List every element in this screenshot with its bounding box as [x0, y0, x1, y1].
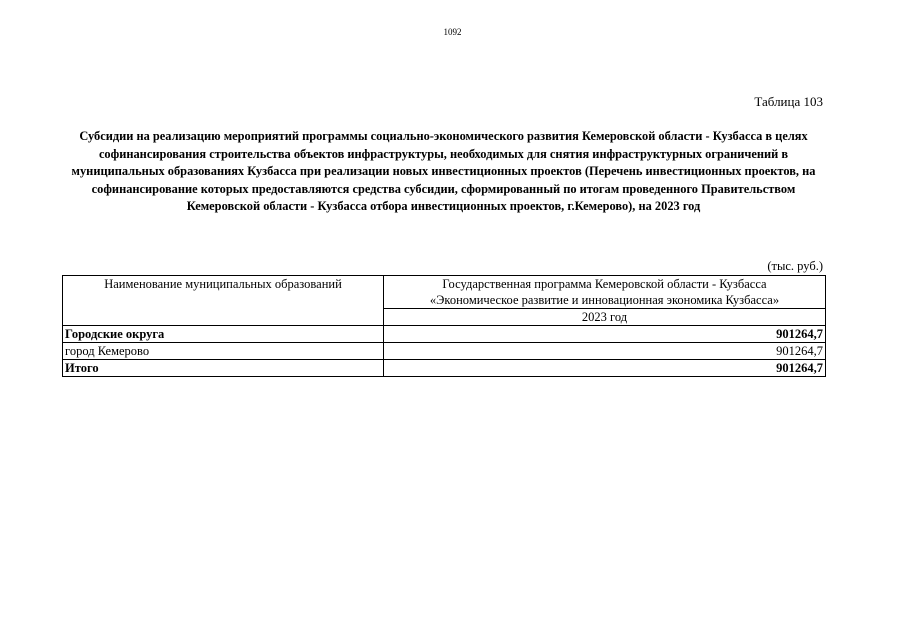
row-name: город Кемерово — [63, 343, 384, 360]
table-number: Таблица 103 — [754, 94, 823, 109]
table-row — [63, 343, 826, 360]
table-header-row — [63, 276, 826, 309]
row-value: 901264,7 — [384, 343, 826, 360]
program-header-line1: Государственная программа Кемеровской области - Кузбасса — [442, 277, 767, 291]
row-value: 901264,7 — [384, 326, 826, 343]
column-header-program — [384, 276, 826, 309]
program-header-line2: «Экономическое развитие и инновационная экономика Кузбасса» — [429, 293, 780, 307]
units-label: (тыс. руб.) — [767, 259, 823, 273]
document-title: Субсидии на реализацию мероприятий программы социально-экономического развития Кемеровской области - Кузбасса в целях софинансирования строительства объектов инфраструктуры, необходимых для снятия инфраструктурных ограничений в муниципальных образованиях Кузбасса при реализации новых инвестиционных проектов (Перечень инвестиционных проектов, на софинансирование которых предоставляются средства субсидии, сформированный по итогам проведенного Правительством Кемеровской области - Кузбасса отбора инвестиционных проектов, г.Кемерово), на 2023 год — [71, 129, 816, 213]
row-name: Итого — [63, 360, 384, 377]
row-value: 901264,7 — [384, 360, 826, 377]
column-header-municipality: Наименование муниципальных образований — [63, 276, 384, 326]
column-header-year: 2023 год — [384, 309, 826, 326]
row-name: Городские округа — [63, 326, 384, 343]
table-row — [63, 326, 826, 343]
table-row-total — [63, 360, 826, 377]
page-number: 1092 — [443, 27, 462, 37]
subsidy-table — [62, 275, 826, 377]
